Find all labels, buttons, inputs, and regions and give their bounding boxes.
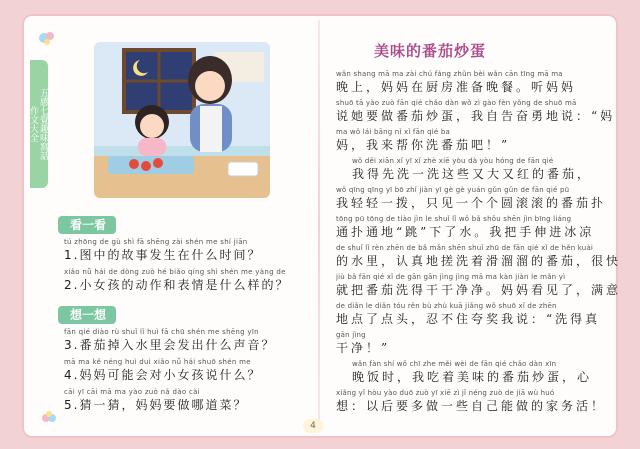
story-text: 晚饭时，我吃着美味的番茄炒蛋，心 [352,370,593,384]
story-pinyin: wǒ děi xiān xǐ yī xǐ zhè xiē yòu dà yòu hóng de fān qié [352,157,554,165]
story-text: 地点了点头，忍不住夸奖我说：“洗得真 [336,312,601,326]
story-pinyin: de diǎn le diǎn tóu rěn bù zhù kuā jiǎng wǒ shuō xǐ de zhēn [336,302,557,310]
question-pinyin: tú zhōng de gù shì fā shēng zài shén me shí jiān [64,238,248,246]
question-1 [64,238,261,263]
story-line [336,128,510,153]
side-tab-line: 作文大全 [28,106,38,142]
story-line [336,273,621,298]
story-pinyin: shuō tā yào zuò fān qié chǎo dàn wǒ zì gào fèn yǒng de shuō mā [336,99,577,107]
story-pinyin: wǎn fàn shí wǒ chī zhe měi wèi de fān qié chǎo dàn xīn [352,360,557,368]
story-pinyin: jiù bǎ fān qié xǐ de gān gān jìng jìng mā ma kàn jiàn le mǎn yì [336,273,566,281]
question-2 [64,268,289,293]
story-line [336,389,606,414]
section-title-look: 看一看 [58,216,116,234]
story-text: 通扑通地“跳”下了水。我把手伸进冰凉 [336,225,595,239]
side-tab [30,60,48,188]
question-pinyin: fān qié diào rù shuǐ lǐ huì fā chū shén me shēng yīn [64,328,259,336]
story-text: 的水里，认真地搓洗着滑溜溜的番茄，很快 [336,254,622,268]
question-4 [64,358,261,383]
section-title-think: 想一想 [58,306,116,324]
story-pinyin: de shuǐ lǐ rèn zhēn de bǎ mǎn shēn shuǐ zhū de fān qié xǐ de hěn kuài [336,244,594,252]
page-number: 4 [303,419,323,433]
story-line [336,70,576,95]
flower-decoration-bottom-icon [40,410,60,426]
question-text: 2.小女孩的动作和表情是什么样的？ [64,278,290,292]
story-pinyin: gān jìng [336,331,366,339]
story-pinyin: tōng pū tōng de tiào jìn le shuǐ lǐ wǒ bǎ shǒu shēn jìn bīng liáng [336,215,572,223]
question-5 [64,388,247,413]
story-pinyin: ma wǒ lái bāng nǐ xǐ fān qié ba [336,128,450,136]
question-pinyin: cāi yī cāi mā ma yào zuò nǎ dào cài [64,388,200,396]
question-text: 1.图中的故事发生在什么时间？ [64,248,262,262]
story-text: 说她要做番茄炒蛋，我自告奋勇地说：“妈 [336,109,616,123]
story-text: 妈，我来帮你洗番茄吧！” [336,138,511,152]
story-text: 我得先洗一洗这些又大又红的番茄， [352,167,593,181]
story-text: 就把番茄洗得干干净净。妈妈看见了，满意 [336,283,622,297]
story-pinyin: wǒ qīng qīng yī bō zhǐ jiàn yī gè gè yuán gǔn gǔn de fān qié pū [336,186,570,194]
question-text: 3.番茄掉入水里会发出什么声音？ [64,338,276,352]
question-text: 5.猜一猜，妈妈要做哪道菜？ [64,398,248,412]
question-pinyin: mā ma kě néng huì duì xiǎo nǚ hái shuō shén me [64,358,251,366]
story-line [352,157,592,182]
kitchen-illustration [94,42,270,198]
side-tab-line: 五感七覺趣味寫話 [38,88,48,160]
story-text: 晚上，妈妈在厨房准备晚餐。听妈妈 [336,80,577,94]
question-pinyin: xiǎo nǚ hái de dòng zuò hé biǎo qíng shì shén me yàng de [64,268,286,276]
story-pinyin: xiǎng yǐ hòu yào duō zuò yī xiē zì jǐ néng zuò de jiā wù huó [336,389,555,397]
story-text: 想：以后要多做一些自己能做的家务活！ [336,399,607,413]
question-3 [64,328,275,353]
story-pinyin: wǎn shang mā ma zài chú fáng zhǔn bèi wǎn cān tīng mā ma [336,70,563,78]
story-line [352,360,592,385]
story-line [336,331,390,356]
story-line [336,186,606,211]
flower-decoration-top-icon [36,28,58,48]
story-line [336,244,621,269]
question-text: 4.妈妈可能会对小女孩说什么？ [64,368,262,382]
book-spine [318,20,320,424]
story-line [336,99,615,124]
story-line [336,302,600,327]
story-title: 美味的番茄炒蛋 [374,42,487,60]
story-line [336,215,594,240]
story-text: 干净！” [336,341,391,355]
story-text: 我轻轻一拨，只见一个个圆滚滚的番茄扑 [336,196,607,210]
